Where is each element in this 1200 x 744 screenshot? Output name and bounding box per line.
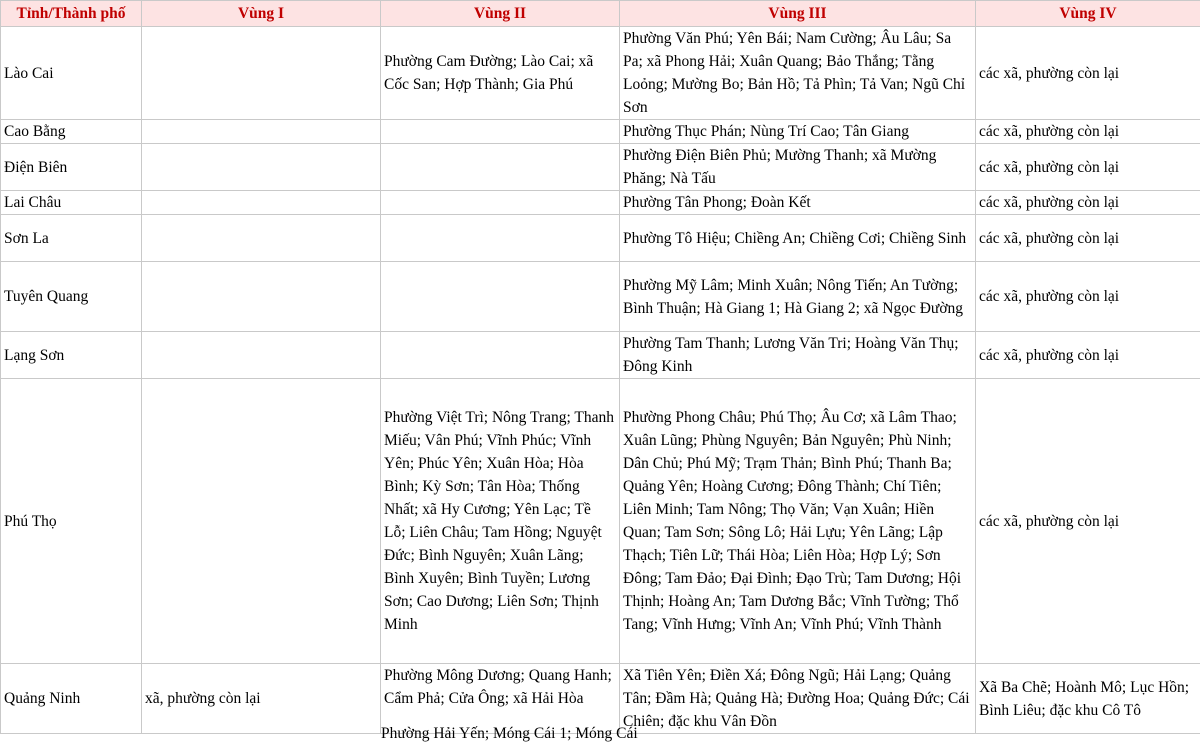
- region-3-cell: Phường Thục Phán; Nùng Trí Cao; Tân Giang: [620, 120, 976, 144]
- region-2-cell: Phường Việt Trì; Nông Trang; Thanh Miếu; Vân Phú; Vĩnh Phúc; Vĩnh Yên; Phúc Yên; Xuân Hòa; Hòa Bình; Kỳ Sơn; Tân Hòa; Thống Nhất; xã Hy Cương; Yên Lạc; Tề Lỗ; Liên Châu; Tam Hồng; Nguyệt Đức; Bình Nguyên; Xuân Lãng; Bình Xuyên; Bình Tuyền; Lương Sơn; Cao Dương; Liên Sơn; Thịnh Minh: [381, 379, 620, 664]
- table-row: [1, 379, 1200, 664]
- region-2-cell: Phường Mông Dương; Quang Hanh; Cẩm Phả; Cửa Ông; xã Hải Hòa: [381, 664, 620, 734]
- table-row: [1, 144, 1200, 191]
- header-province: Tỉnh/Thành phố: [1, 1, 142, 27]
- table-row: [1, 262, 1200, 332]
- cut-off-row-text: Phường Hải Yến; Móng Cái 1; Móng Cái: [381, 724, 638, 744]
- region-2-cell: [381, 144, 620, 191]
- region-2-cell: [381, 191, 620, 215]
- header-region-2: Vùng II: [381, 1, 620, 27]
- region-1-cell: [142, 215, 381, 262]
- region-3-cell: Phường Tam Thanh; Lương Văn Tri; Hoàng Văn Thụ; Đông Kinh: [620, 332, 976, 379]
- region-1-cell: [142, 27, 381, 120]
- header-region-3: Vùng III: [620, 1, 976, 27]
- region-1-cell: [142, 332, 381, 379]
- region-4-cell: các xã, phường còn lại: [976, 27, 1200, 120]
- table-row: [1, 120, 1200, 144]
- table-row: [1, 191, 1200, 215]
- region-4-cell: Xã Ba Chẽ; Hoành Mô; Lục Hồn; Bình Liêu; đặc khu Cô Tô: [976, 664, 1200, 734]
- region-4-cell: các xã, phường còn lại: [976, 262, 1200, 332]
- region-1-cell: [142, 191, 381, 215]
- region-4-cell: các xã, phường còn lại: [976, 379, 1200, 664]
- region-4-cell: các xã, phường còn lại: [976, 144, 1200, 191]
- region-3-cell: Phường Tô Hiệu; Chiềng An; Chiềng Cơi; Chiềng Sinh: [620, 215, 976, 262]
- province-cell: Lạng Sơn: [1, 332, 142, 379]
- province-cell: Lai Châu: [1, 191, 142, 215]
- region-3-cell: Xã Tiên Yên; Điền Xá; Đông Ngũ; Hải Lạng; Quảng Tân; Đầm Hà; Quảng Hà; Đường Hoa; Quảng Đức; Cái Chiên; đặc khu Vân Đồn: [620, 664, 976, 734]
- table-row: [1, 332, 1200, 379]
- region-2-cell: [381, 332, 620, 379]
- region-4-cell: các xã, phường còn lại: [976, 215, 1200, 262]
- region-1-cell: [142, 144, 381, 191]
- region-1-cell: [142, 262, 381, 332]
- province-cell: Cao Bằng: [1, 120, 142, 144]
- region-2-cell: Phường Cam Đường; Lào Cai; xã Cốc San; Hợp Thành; Gia Phú: [381, 27, 620, 120]
- province-cell: Lào Cai: [1, 27, 142, 120]
- region-1-cell: [142, 120, 381, 144]
- region-1-cell: [142, 379, 381, 664]
- header-region-4: Vùng IV: [976, 1, 1200, 27]
- province-cell: Sơn La: [1, 215, 142, 262]
- region-1-cell: xã, phường còn lại: [142, 664, 381, 734]
- header-row: [1, 1, 1200, 27]
- province-cell: Tuyên Quang: [1, 262, 142, 332]
- region-3-cell: Phường Phong Châu; Phú Thọ; Âu Cơ; xã Lâm Thao; Xuân Lũng; Phùng Nguyên; Bản Nguyên; Phù Ninh; Dân Chủ; Phú Mỹ; Trạm Thản; Bình Phú; Thanh Ba; Quảng Yên; Hoàng Cương; Đông Thành; Chí Tiên; Liên Minh; Tam Nông; Thọ Văn; Vạn Xuân; Hiền Quan; Tam Sơn; Sông Lô; Hải Lựu; Yên Lãng; Lập Thạch; Tiên Lữ; Thái Hòa; Liên Hòa; Hợp Lý; Sơn Đông; Tam Đảo; Đại Đình; Đạo Trù; Tam Dương; Hội Thịnh; Hoàng An; Tam Dương Bắc; Vĩnh Tường; Thổ Tang; Vĩnh Hưng; Vĩnh An; Vĩnh Phú; Vĩnh Thành: [620, 379, 976, 664]
- province-cell: Phú Thọ: [1, 379, 142, 664]
- region-3-cell: Phường Tân Phong; Đoàn Kết: [620, 191, 976, 215]
- region-3-cell: Phường Văn Phú; Yên Bái; Nam Cường; Âu Lâu; Sa Pa; xã Phong Hải; Xuân Quang; Bảo Thắng; Tằng Loỏng; Mường Bo; Bản Hồ; Tả Phìn; Tả Van; Ngũ Chỉ Sơn: [620, 27, 976, 120]
- region-3-cell: Phường Điện Biên Phủ; Mường Thanh; xã Mường Phăng; Nà Tấu: [620, 144, 976, 191]
- region-4-cell: các xã, phường còn lại: [976, 332, 1200, 379]
- region-2-cell: [381, 120, 620, 144]
- table-row: [1, 215, 1200, 262]
- header-region-1: Vùng I: [142, 1, 381, 27]
- region-3-cell: Phường Mỹ Lâm; Minh Xuân; Nông Tiến; An Tường; Bình Thuận; Hà Giang 1; Hà Giang 2; xã Ngọc Đường: [620, 262, 976, 332]
- province-cell: Quảng Ninh: [1, 664, 142, 734]
- table-row: [1, 664, 1200, 734]
- region-2-cell: [381, 215, 620, 262]
- region-4-cell: các xã, phường còn lại: [976, 120, 1200, 144]
- region-2-cell: [381, 262, 620, 332]
- province-cell: Điện Biên: [1, 144, 142, 191]
- table-row: [1, 27, 1200, 120]
- region-4-cell: các xã, phường còn lại: [976, 191, 1200, 215]
